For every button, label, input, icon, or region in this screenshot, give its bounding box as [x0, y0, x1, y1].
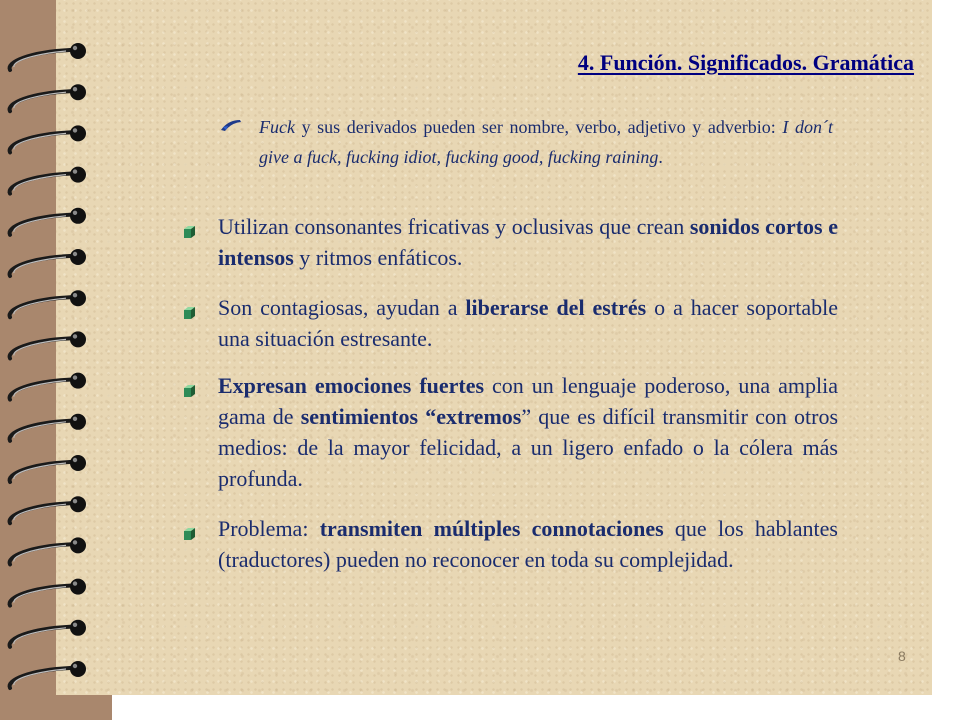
- spiral-ring-icon: [10, 579, 86, 606]
- spiral-ring-icon: [10, 84, 86, 111]
- text-run: sentimientos “extremos: [300, 404, 522, 429]
- spiral-ring-icon: [10, 455, 86, 482]
- page-number: 8: [898, 648, 906, 664]
- text-run: que los hablantes (traductores) pueden no reconocer en toda su complejidad.: [218, 516, 838, 572]
- spiral-ring-icon: [10, 208, 86, 235]
- spiral-ring-icon: [10, 331, 86, 358]
- text-run: Son contagiosas, ayudan a: [218, 295, 466, 320]
- spiral-ring-icon: [10, 167, 86, 194]
- spiral-ring-icon: [10, 43, 86, 70]
- pen-nib-icon: [220, 118, 242, 132]
- green-cube-icon: [182, 384, 196, 398]
- text-run: Utilizan consonantes fricativas y oclusivas que crean: [218, 214, 690, 239]
- spiral-ring-icon: [10, 661, 86, 688]
- green-cube-icon: [182, 306, 196, 320]
- text-run: .: [658, 147, 663, 167]
- text-run: con un lenguaje poderoso, una amplia gama de: [218, 373, 838, 429]
- text-run: Fuck: [259, 117, 295, 137]
- spiral-binding: [0, 0, 110, 720]
- text-run: I don´t give a fuck, fucking idiot, fucking good, fucking raining: [259, 117, 833, 167]
- slide-title: 4. Función. Significados. Gramática: [577, 50, 914, 75]
- text-run: sonidos cortos e intensos: [218, 214, 838, 270]
- text-run: o a hacer soportable una situación estresante.: [218, 295, 839, 351]
- bullet-1: [218, 211, 838, 273]
- spiral-ring-icon: [10, 414, 86, 441]
- green-cube-icon: [182, 527, 196, 541]
- spiral-ring-icon: [10, 125, 86, 152]
- green-cube-icon: [182, 225, 196, 239]
- bullet-3: [218, 370, 838, 494]
- spiral-ring-icon: [10, 290, 86, 317]
- bullet-2: [218, 292, 838, 354]
- text-run: liberarse del estrés: [465, 295, 647, 320]
- text-run: transmiten múltiples connotaciones: [319, 516, 664, 541]
- spiral-ring-icon: [10, 249, 86, 276]
- sub-bullet-text: [259, 112, 833, 172]
- spiral-ring-icon: [10, 496, 86, 523]
- text-run: Expresan emociones fuertes: [218, 373, 485, 398]
- bullet-4: [218, 513, 838, 575]
- spiral-ring-icon: [10, 373, 86, 400]
- text-run: y ritmos enfáticos.: [293, 245, 463, 270]
- text-run: y sus derivados pueden ser nombre, verbo, adjetivo y adverbio:: [294, 117, 783, 137]
- spiral-ring-icon: [10, 537, 86, 564]
- text-run: Problema:: [218, 516, 320, 541]
- text-run: ” que es difícil transmitir con otros medios: de la mayor felicidad, a un ligero enfado o la cólera más profunda.: [218, 404, 839, 491]
- spiral-ring-icon: [10, 620, 86, 647]
